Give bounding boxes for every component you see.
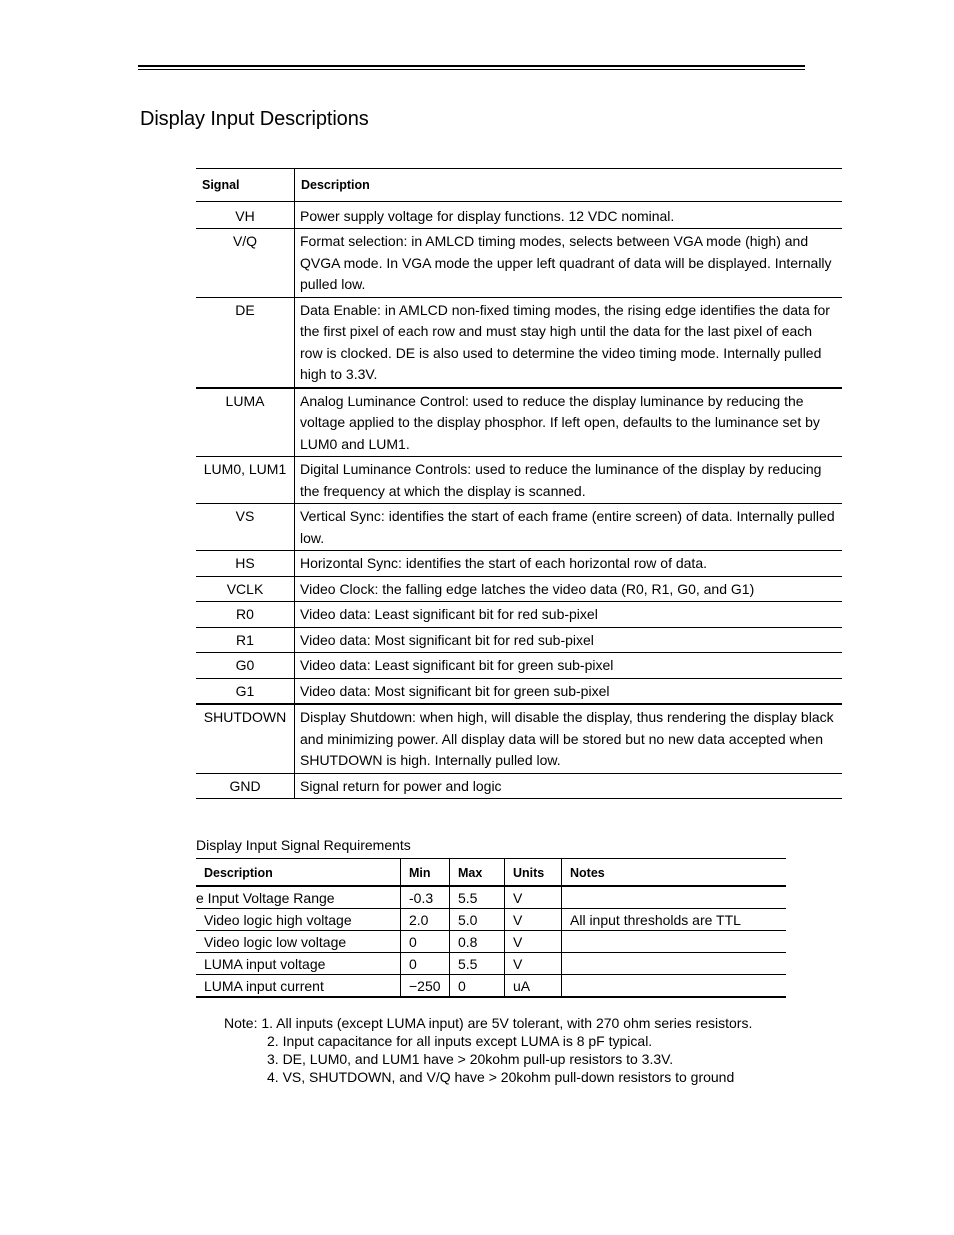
table-row (196, 204, 842, 229)
table-row (196, 297, 842, 388)
table-row (196, 909, 786, 931)
signal-name: VS (196, 504, 295, 551)
requirement-min: 0 (401, 931, 450, 953)
note-line: Note: 1. All inputs (except LUMA input) are 5V tolerant, with 270 ohm series resistors. (224, 1015, 753, 1031)
requirement-description: Video logic high voltage (196, 909, 401, 931)
min-column-header: Min (401, 859, 450, 887)
requirement-units: V (505, 953, 562, 975)
signal-column-header: Signal (196, 169, 295, 202)
notes-column-header: Notes (562, 859, 787, 887)
requirement-min: 0 (401, 953, 450, 975)
requirements-table (196, 858, 786, 998)
requirement-notes (562, 931, 787, 953)
signal-name: G0 (196, 653, 295, 679)
header-rule-thin (138, 69, 805, 70)
table-row (196, 229, 842, 298)
requirements-title: Display Input Signal Requirements (196, 837, 411, 853)
table-row (196, 504, 842, 551)
signal-description: Video data: Least significant bit for red sub-pixel (295, 602, 843, 628)
table-row (196, 953, 786, 975)
max-column-header: Max (450, 859, 505, 887)
requirement-units: uA (505, 975, 562, 998)
table-row (196, 653, 842, 679)
description-column-header: Description (196, 859, 401, 887)
table-row (196, 627, 842, 653)
table-row (196, 773, 842, 799)
requirement-notes (562, 953, 787, 975)
requirement-max: 5.5 (450, 953, 505, 975)
signal-name: VCLK (196, 576, 295, 602)
table-row (196, 457, 842, 504)
requirement-notes: All input thresholds are TTL (562, 909, 787, 931)
signal-name: LUMA (196, 388, 295, 457)
table-row (196, 388, 842, 457)
requirement-max: 5.0 (450, 909, 505, 931)
note-line: 3. DE, LUM0, and LUM1 have > 20kohm pull-up resistors to 3.3V. (267, 1051, 674, 1067)
notes-block (224, 1014, 752, 1086)
table-row (196, 551, 842, 577)
signal-description: Data Enable: in AMLCD non-fixed timing modes, the rising edge identifies the data for the first pixel of each row and must stay high until the data for the last pixel of each row is clocked. DE is also used to determine the video timing mode. Internally pulled high to 3.3V. (295, 297, 843, 388)
table-row (196, 678, 842, 704)
requirement-max: 5.5 (450, 886, 505, 909)
signal-description: Video data: Least significant bit for green sub-pixel (295, 653, 843, 679)
requirement-max: 0 (450, 975, 505, 998)
signal-table (196, 168, 842, 799)
requirement-max: 0.8 (450, 931, 505, 953)
requirement-units: V (505, 931, 562, 953)
units-column-header: Units (505, 859, 562, 887)
signal-table-header-row (196, 169, 842, 202)
note-line: 4. VS, SHUTDOWN, and V/Q have > 20kohm pull-down resistors to ground (267, 1069, 735, 1085)
signal-description: Analog Luminance Control: used to reduce the display luminance by reducing the voltage applied to the display phosphor. If left open, defaults to the luminance set by LUM0 and LUM1. (295, 388, 843, 457)
signal-name: DE (196, 297, 295, 388)
requirement-description: Video logic low voltage (196, 931, 401, 953)
signal-description: Video data: Most significant bit for red sub-pixel (295, 627, 843, 653)
signal-description: Horizontal Sync: identifies the start of each horizontal row of data. (295, 551, 843, 577)
table-row (196, 602, 842, 628)
signal-name: HS (196, 551, 295, 577)
requirement-units: V (505, 909, 562, 931)
table-row (196, 576, 842, 602)
signal-name: GND (196, 773, 295, 799)
signal-name: SHUTDOWN (196, 704, 295, 773)
requirement-notes (562, 975, 787, 998)
requirement-description: LUMA input voltage (196, 953, 401, 975)
signal-description: Power supply voltage for display functions. 12 VDC nominal. (295, 204, 843, 229)
table-row (196, 975, 786, 998)
table-row (196, 886, 786, 909)
signal-name: G1 (196, 678, 295, 704)
signal-description: Video data: Most significant bit for green sub-pixel (295, 678, 843, 704)
signal-name: R0 (196, 602, 295, 628)
signal-description: Digital Luminance Controls: used to reduce the luminance of the display by reducing the frequency at which the display is scanned. (295, 457, 843, 504)
requirement-description: LUMA input current (196, 975, 401, 998)
signal-description: Format selection: in AMLCD timing modes, selects between VGA mode (high) and QVGA mode. In VGA mode the upper left quadrant of data will be displayed. Internally pulled low. (295, 229, 843, 298)
signal-description: Vertical Sync: identifies the start of each frame (entire screen) of data. Internally pulled low. (295, 504, 843, 551)
signal-name: R1 (196, 627, 295, 653)
requirement-min: 2.0 (401, 909, 450, 931)
signal-description: Video Clock: the falling edge latches the video data (R0, R1, G0, and G1) (295, 576, 843, 602)
signal-description: Signal return for power and logic (295, 773, 843, 799)
requirements-header-row (196, 859, 786, 887)
requirement-min: -0.3 (401, 886, 450, 909)
table-row (196, 931, 786, 953)
header-rule (138, 65, 805, 67)
requirement-units: V (505, 886, 562, 909)
note-line: 2. Input capacitance for all inputs except LUMA is 8 pF typical. (267, 1033, 653, 1049)
signal-name: VH (196, 204, 295, 229)
signal-name: V/Q (196, 229, 295, 298)
page-title: Display Input Descriptions (140, 108, 369, 130)
table-row (196, 704, 842, 773)
description-column-header: Description (295, 169, 843, 202)
requirement-notes (562, 886, 787, 909)
requirement-min: −250 (401, 975, 450, 998)
signal-description: Display Shutdown: when high, will disable the display, thus rendering the display black and minimizing power. All display data will be stored but no new data accepted when SHUTDOWN is high. Internally pulled low. (295, 704, 843, 773)
signal-name: LUM0, LUM1 (196, 457, 295, 504)
requirement-description: e Input Voltage Range (196, 886, 401, 909)
